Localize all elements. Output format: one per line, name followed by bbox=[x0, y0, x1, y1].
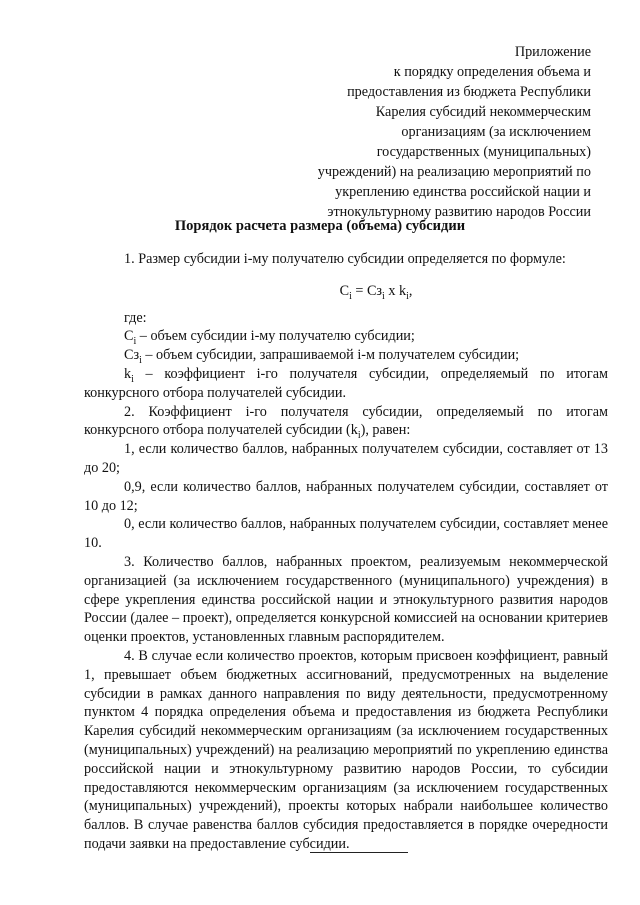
appendix-line: Карелия субсидий некоммерческим bbox=[375, 104, 591, 120]
footer-divider bbox=[310, 852, 408, 853]
def-cz-text: – объем субсидии, запрашиваемой i-м получателем субсидии; bbox=[141, 347, 520, 364]
paragraph-2c: 0, если количество баллов, набранных получателем субсидии, составляет менее 10. bbox=[84, 516, 608, 552]
appendix-line: к порядку определения объема и bbox=[393, 64, 591, 80]
paragraph-3: 3. Количество баллов, набранных проектом, реализуемым некоммерческой организацией (за исключением государственного (муниципального) учреждения) в сфере укрепления единства российской нации и этнокультурного развития народов России (далее – проект), определяется конкурсной комиссией на основании критериев оценки проектов, установленных главным распорядителем. bbox=[84, 553, 608, 646]
document-body bbox=[84, 250, 608, 854]
def-c-text: – объем субсидии i-му получателю субсидии; bbox=[136, 328, 415, 345]
def-k-text: – коэффициент i-го получателя субсидии, определяемый по итогам конкурсного отбора получателей субсидии. bbox=[84, 365, 608, 401]
formula-c: C bbox=[339, 282, 350, 299]
paragraph-2 bbox=[84, 403, 608, 441]
def-k-sub: i bbox=[131, 373, 134, 385]
def-k-symbol: k bbox=[124, 365, 132, 382]
where-label: где: bbox=[124, 309, 147, 326]
def-c-symbol: C bbox=[124, 328, 134, 345]
p2-tail: ), равен: bbox=[360, 422, 411, 439]
appendix-line: государственных (муниципальных) bbox=[376, 144, 591, 160]
paragraph-2a: 1, если количество баллов, набранных получателем субсидии, составляет от 13 до 20; bbox=[84, 441, 608, 476]
def-cz-symbol: Сз bbox=[124, 347, 140, 364]
subsidy-formula bbox=[84, 282, 608, 301]
formula-mid: = Сз bbox=[351, 282, 383, 299]
appendix-line: Приложение bbox=[514, 44, 591, 60]
formula-mid-sub: i bbox=[382, 290, 385, 302]
appendix-line: этнокультурному развитию народов России bbox=[327, 204, 591, 220]
appendix-header bbox=[271, 42, 591, 222]
formula-k-sub: i bbox=[406, 290, 409, 302]
formula-tail: , bbox=[408, 282, 413, 299]
paragraph-2b: 0,9, если количество баллов, набранных получателем субсидии, составляет от 10 до 12; bbox=[84, 478, 608, 514]
appendix-line: предоставления из бюджета Республики bbox=[347, 84, 591, 100]
formula-c-sub: i bbox=[349, 290, 352, 302]
definition-c bbox=[84, 327, 608, 346]
definition-k bbox=[84, 365, 608, 403]
p2-sub: i bbox=[357, 430, 361, 442]
paragraph-4: 4. В случае если количество проектов, которым присвоен коэффициент, равный 1, превышает объем бюджетных ассигнований, предусмотренных на выделение субсидии в рамках данного направления по виду деятельности, предусмотренному пунктом 4 порядка определения объема и предоставления из бюджета Республики Карелия субсидий некоммерческим организациям (за исключением государственных (муниципальных) учреждений) на реализацию мероприятий по укреплению единства российской нации и этнокультурному развитию народов России, то субсидии предоставляются некоммерческим организациям (за исключением государственных (муниципальных) учреждений), проекты которых набрали наибольшее количество баллов. В случае равенства баллов субсидия предоставляется в порядке очередности подачи заявки на предоставление субсидии. bbox=[84, 647, 608, 852]
definition-cz bbox=[84, 346, 608, 365]
def-cz-sub: i bbox=[139, 355, 142, 367]
document-title: Порядок расчета размера (объема) субсидии bbox=[174, 218, 466, 234]
def-c-sub: i bbox=[133, 336, 137, 348]
appendix-line: учреждений) на реализацию мероприятий по bbox=[317, 164, 591, 180]
p2-text: 2. Коэффициент i-го получателя субсидии, определяемый по итогам конкурсного отбора получателей субсидии (k bbox=[84, 403, 608, 439]
formula-x: x k bbox=[384, 282, 407, 299]
appendix-line: организациям (за исключением bbox=[401, 124, 591, 140]
appendix-line: укреплению единства российской нации и bbox=[335, 184, 591, 200]
paragraph-1: 1. Размер субсидии i-му получателю субсидии определяется по формуле: bbox=[124, 251, 566, 267]
